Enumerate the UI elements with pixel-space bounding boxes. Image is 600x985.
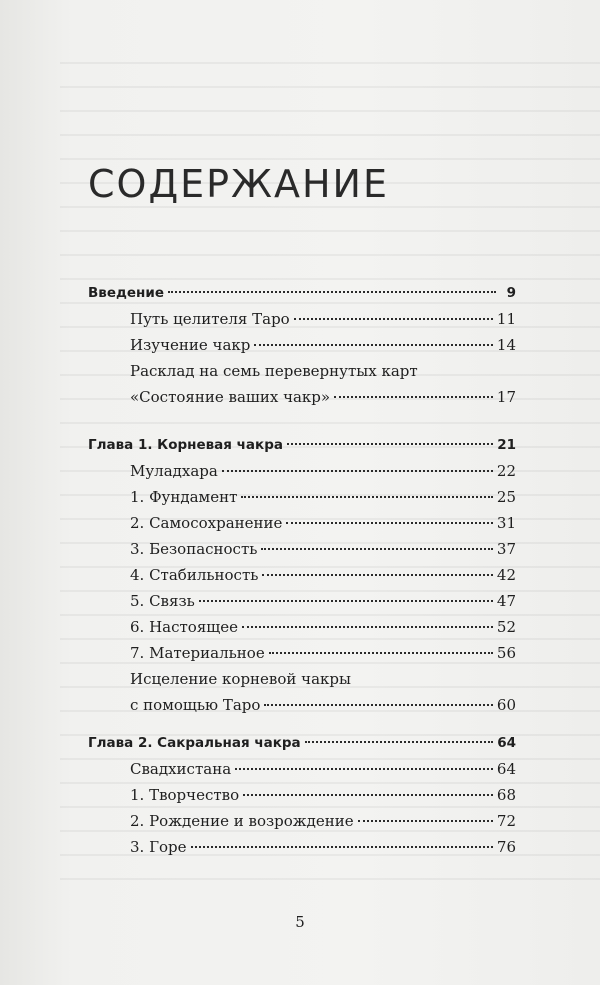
- toc-chapter-entry: [88, 432, 516, 458]
- toc-entry: [88, 484, 516, 510]
- leader-dots: [287, 443, 493, 445]
- toc-entry-text: Путь целителя Таро: [130, 310, 290, 328]
- toc-entry-text: 7. Материальное: [130, 644, 265, 662]
- toc-entry-text: 2. Самосохранение: [130, 514, 283, 532]
- toc-page-number: 60: [496, 696, 516, 714]
- toc-page-number: 9: [506, 285, 516, 301]
- toc-entry: [88, 692, 516, 718]
- toc-entry-text: 6. Настоящее: [130, 618, 238, 636]
- toc-page-number: 68: [496, 786, 516, 804]
- toc-page-number: 11: [496, 310, 516, 328]
- toc-entry: [88, 306, 516, 332]
- toc-entry-text: с помощью Таро: [130, 696, 261, 714]
- leader-dots: [168, 291, 496, 293]
- toc-page-number: 52: [496, 618, 516, 636]
- toc-entry: [88, 640, 516, 666]
- toc-page-number: 22: [496, 462, 516, 480]
- toc-entry-text: «Состояние ваших чакр»: [130, 388, 331, 406]
- toc-page-number: 17: [496, 388, 516, 406]
- toc-page-number: 42: [496, 566, 516, 584]
- toc-entry-text: Расклад на семь перевернутых карт: [130, 362, 418, 380]
- leader-dots: [199, 600, 493, 602]
- toc-page-number: 14: [496, 336, 516, 354]
- leader-dots: [269, 652, 493, 654]
- toc-entry: [88, 332, 516, 358]
- toc-page-number: 76: [496, 838, 516, 856]
- toc-entry: [88, 384, 516, 410]
- toc-entry-text: 1. Фундамент: [130, 488, 238, 506]
- leader-dots: [305, 741, 494, 743]
- toc-entry: [88, 510, 516, 536]
- leader-dots: [243, 794, 493, 796]
- toc-entry-first-line: [88, 358, 516, 384]
- toc-entry-first-line: [88, 666, 516, 692]
- toc-entry: [88, 588, 516, 614]
- leader-dots: [254, 344, 493, 346]
- leader-dots: [241, 496, 493, 498]
- toc-entry-text: Изучение чакр: [130, 336, 251, 354]
- toc-entry: [88, 782, 516, 808]
- toc-entry-text: 1. Творчество: [130, 786, 240, 804]
- section-gap: [88, 718, 516, 730]
- toc-entry: [88, 808, 516, 834]
- toc-entry-text: Глава 1. Корневая чакра: [88, 437, 283, 453]
- toc-entry: [88, 536, 516, 562]
- toc-entry: [88, 614, 516, 640]
- toc-entry-text: Введение: [88, 285, 164, 301]
- toc-page-number: 47: [496, 592, 516, 610]
- leader-dots: [334, 396, 493, 398]
- toc-entry-text: 2. Рождение и возрождение: [130, 812, 354, 830]
- toc-entry-text: 4. Стабильность: [130, 566, 259, 584]
- leader-dots: [191, 846, 493, 848]
- toc-entry: [88, 280, 516, 306]
- toc-entry-text: 5. Связь: [130, 592, 195, 610]
- toc-page-number: 64: [496, 760, 516, 778]
- leader-dots: [222, 470, 493, 472]
- page-number: 5: [295, 913, 305, 931]
- toc-page-number: 72: [496, 812, 516, 830]
- toc-page-number: 64: [497, 735, 516, 751]
- leader-dots: [235, 768, 493, 770]
- page-title: СОДЕРЖАНИЕ: [88, 162, 389, 206]
- toc-entry: [88, 458, 516, 484]
- leader-dots: [358, 820, 493, 822]
- toc-page-number: 25: [496, 488, 516, 506]
- table-of-contents: [88, 280, 516, 860]
- toc-entry-text: 3. Горе: [130, 838, 187, 856]
- leader-dots: [262, 574, 492, 576]
- leader-dots: [294, 318, 493, 320]
- toc-page-number: 21: [497, 437, 516, 453]
- toc-entry-text: Муладхара: [130, 462, 218, 480]
- toc-chapter-entry: [88, 730, 516, 756]
- leader-dots: [286, 522, 493, 524]
- toc-entry-text: Глава 2. Сакральная чакра: [88, 735, 301, 751]
- leader-dots: [261, 548, 492, 550]
- toc-entry: [88, 756, 516, 782]
- toc-entry: [88, 562, 516, 588]
- toc-page-number: 56: [496, 644, 516, 662]
- leader-dots: [264, 704, 492, 706]
- toc-entry-text: Исцеление корневой чакры: [130, 670, 351, 688]
- toc-entry-text: Свадхистана: [130, 760, 232, 778]
- toc-entry-text: 3. Безопасность: [130, 540, 258, 558]
- section-gap: [88, 410, 516, 432]
- toc-page-number: 37: [496, 540, 516, 558]
- leader-dots: [242, 626, 493, 628]
- toc-page-number: 31: [496, 514, 516, 532]
- toc-entry: [88, 834, 516, 860]
